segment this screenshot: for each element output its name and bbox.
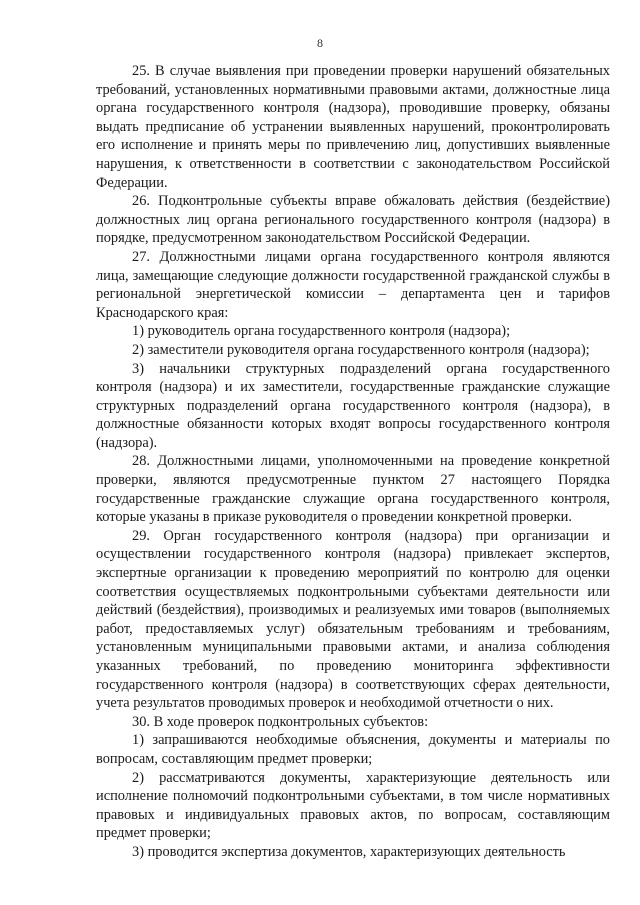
paragraph-27: 27. Должностными лицами органа государственного контроля являются лица, замещающие следующие должности государственной гражданской службы в региональной энергетической комиссии – департамента цен и тарифов Краснодарского края: bbox=[96, 248, 610, 321]
paragraph-30-item-1: 1) запрашиваются необходимые объяснения, документы и материалы по вопросам, составляющим предмет проверки; bbox=[96, 732, 610, 767]
paragraph-30: 30. В ходе проверок подконтрольных субъектов: bbox=[132, 713, 429, 730]
paragraph-27-item-3: 3) начальники структурных подразделений органа государственного контроля (надзора) и их заместители, государственные гражданские служащие структурных подразделений органа государственного контроля (надзора), в должностные обязанности которых входят вопросы государственного контроля (надзора). bbox=[96, 360, 610, 451]
paragraph-30-item-2: 2) рассматриваются документы, характеризующие деятельность или исполнение полномочий подконтрольными субъектами, в том числе нормативных правовых и индивидуальных правовых актов, по вопросам, составляющим предмет проверки; bbox=[96, 769, 610, 842]
paragraph-27-item-1: 1) руководитель органа государственного контроля (надзора); bbox=[132, 323, 511, 340]
paragraph-25: 25. В случае выявления при проведении проверки нарушений обязательных требований, установленных нормативными правовыми актами, должностные лица органа государственного контроля (надзора), проводившие проверку, обязаны выдать предписание об устранении выявленных нарушений, проконтролировать его исполнение и принять меры по привлечению лиц, допустивших выявленные нарушения, к ответственности в соответствии с законодательством Российской Федерации. bbox=[96, 63, 610, 191]
paragraph-27-item-2: 2) заместители руководителя органа государственного контроля (надзора); bbox=[132, 341, 590, 358]
paragraph-29: 29. Орган государственного контроля (надзора) при организации и осуществлении государственного контроля (надзора) привлекает экспертов, экспертные организации к проведению мероприятий по контролю для оценки соответствия осуществляемых подконтрольными субъектами деятельности или действий (бездействия), производимых и реализуемых ими товаров (выполняемых работ, предоставляемых услуг) обязательным требованиям и требованиям, установленным муниципальными правовыми актами, и анализа соблюдения указанных требований, по проведению мониторинга эффективности государственного контроля (надзора) в соответствующих сферах деятельности, учета результатов проводимых проверок и необходимой отчетности о них. bbox=[96, 527, 610, 712]
paragraph-30-item-3: 3) проводится экспертиза документов, характеризующих деятельность bbox=[132, 843, 566, 860]
paragraph-26: 26. Подконтрольные субъекты вправе обжаловать действия (бездействие) должностных лиц органа регионального государственного контроля (надзора) в порядке, предусмотренном законодательством Российской Федерации. bbox=[96, 193, 610, 247]
page-number: 8 bbox=[317, 36, 323, 50]
document-body bbox=[96, 62, 610, 862]
paragraph-28: 28. Должностными лицами, уполномоченными на проведение конкретной проверки, являются предусмотренные пунктом 27 настоящего Порядка государственные гражданские служащие органа государственного контроля, которые указаны в приказе руководителя о проведении конкретной проверки. bbox=[96, 453, 610, 526]
